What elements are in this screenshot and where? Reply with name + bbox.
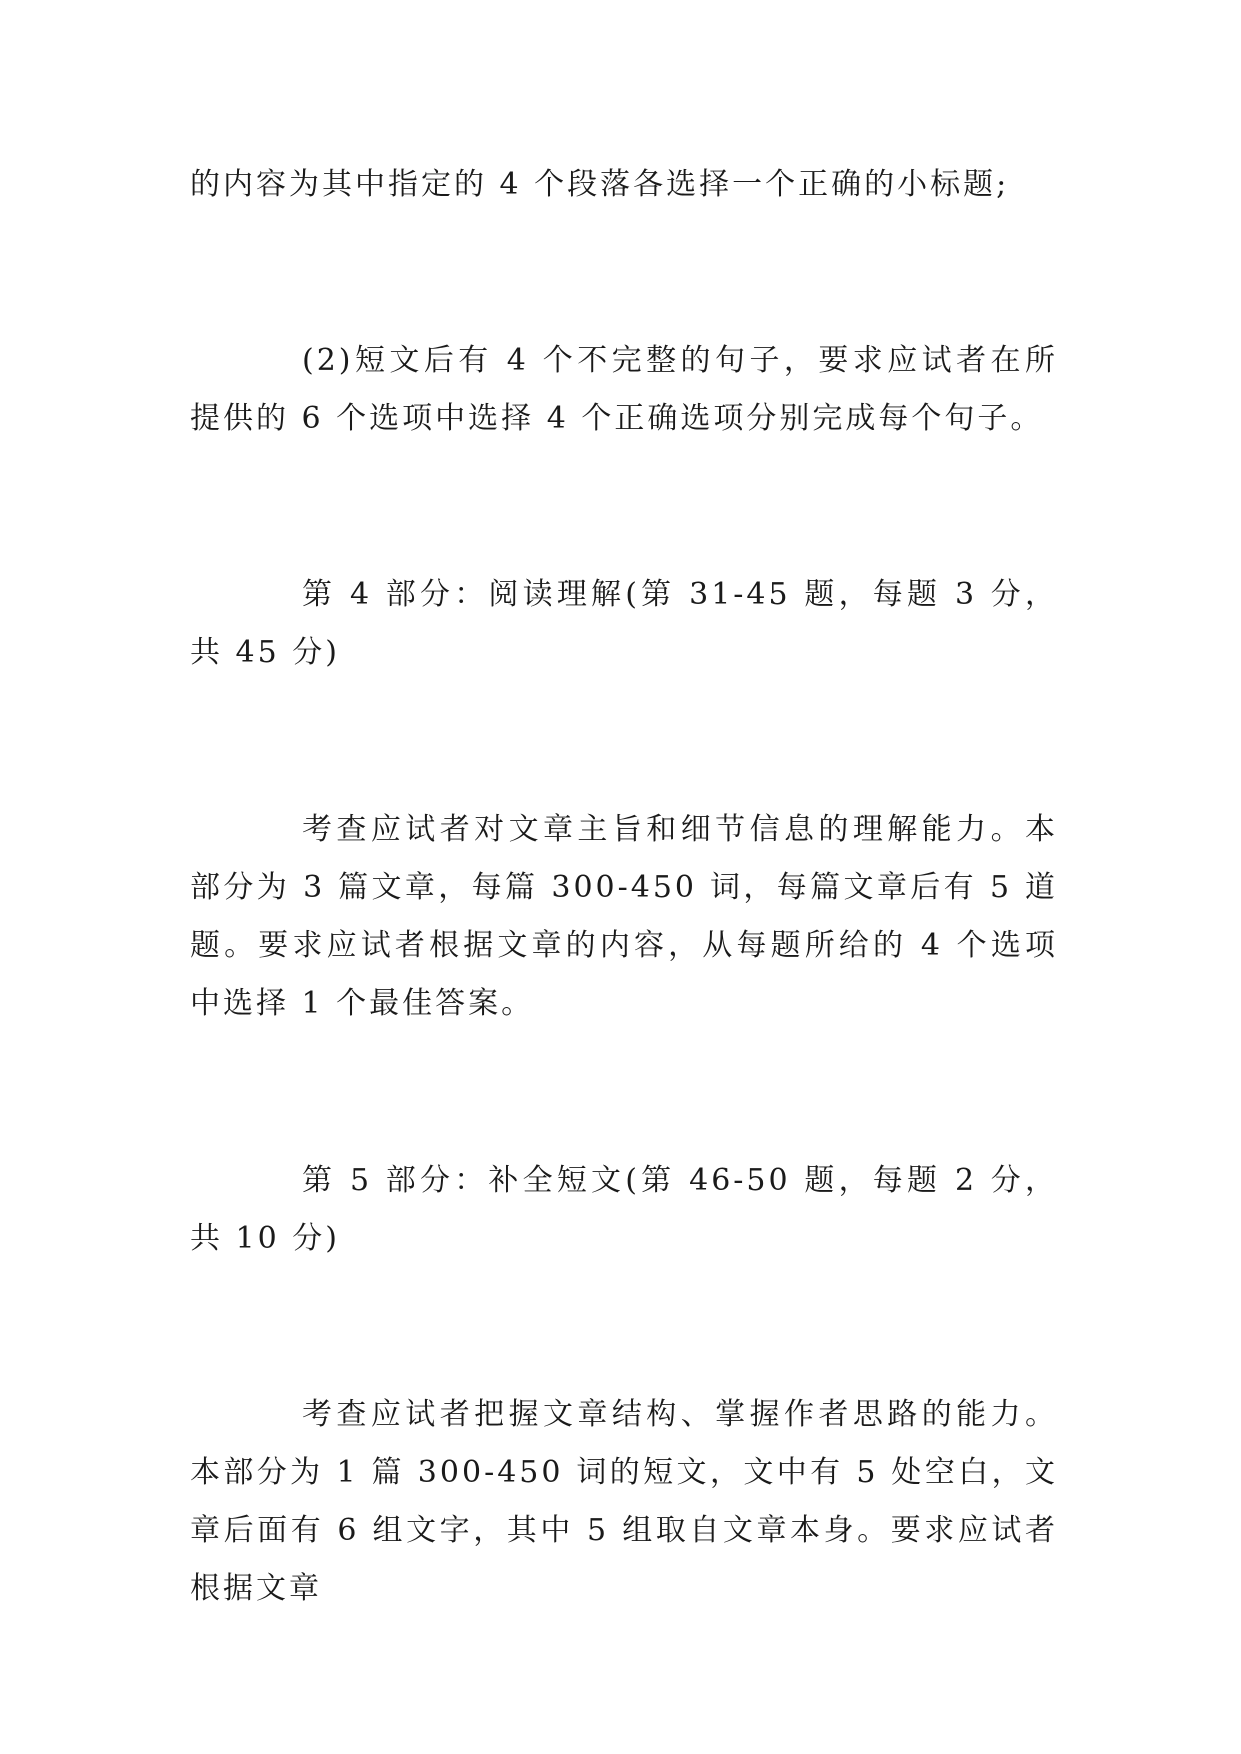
section-heading-part-4: 第 4 部分：阅读理解(第 31-45 题，每题 3 分，共 45 分): [190, 577, 1058, 670]
paragraph-sentence-completion: (2)短文后有 4 个不完整的句子，要求应试者在所提供的 6 个选项中选择 4 个正确选项分别完成每个句子。: [190, 343, 1058, 436]
paragraph-continuation: 的内容为其中指定的 4 个段落各选择一个正确的小标题;: [190, 167, 1010, 202]
section-heading-part-5: 第 5 部分：补全短文(第 46-50 题，每题 2 分，共 10 分): [190, 1163, 1058, 1256]
paragraph-part-5-description: 考查应试者把握文章结构、掌握作者思路的能力。本部分为 1 篇 300-450 词的短文，文中有 5 处空白，文章后面有 6 组文字，其中 5 组取自文章本身。要求应试者根据文章: [190, 1397, 1058, 1606]
paragraph-part-4-description: 考查应试者对文章主旨和细节信息的理解能力。本部分为 3 篇文章，每篇 300-450 词，每篇文章后有 5 道题。要求应试者根据文章的内容，从每题所给的 4 个选项中选择 1 个最佳答案。: [190, 812, 1058, 1021]
